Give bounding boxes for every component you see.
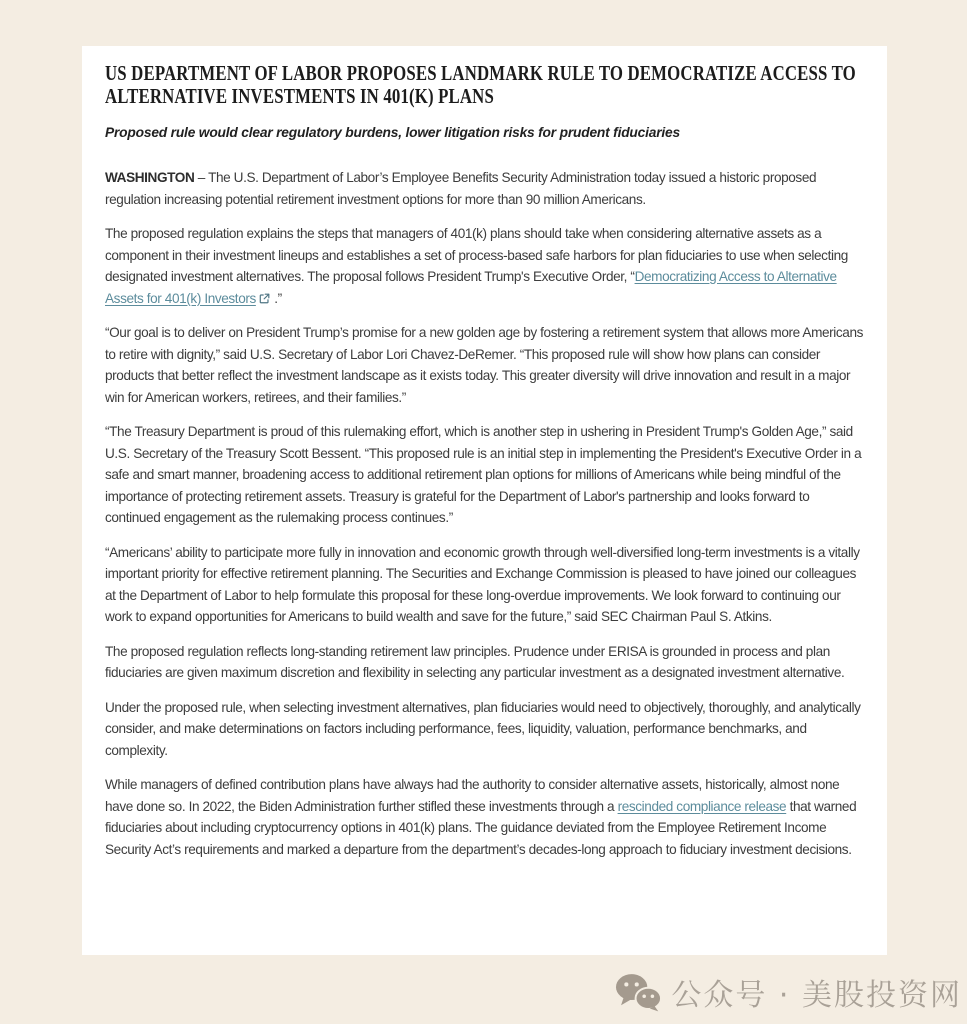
watermark	[615, 970, 962, 1014]
paragraph-text: – The U.S. Department of Labor’s Employee Benefits Security Administration today issued a historic proposed regulation increasing potential retirement investment options for more than 90 million Americans.	[105, 170, 817, 207]
paragraph-text: .”	[270, 290, 282, 306]
paragraph-quote-atkins: “Americans’ ability to participate more fully in innovation and economic growth through well-diversified long-term investments is a vitally important priority for effective retirement planning. The Securities and Exchange Commission is pleased to have joined our colleagues at the Department of Labor to help formulate this proposal for these long-overdue improvements. We look forward to continuing our work to expand opportunities for Americans to build wealth and save for the future,” said SEC Chairman Paul S. Atkins.	[105, 544, 860, 624]
link-label: Democratizing Access to Alternative Assets for 401(k) Investors	[105, 269, 837, 306]
paragraph-text: While managers of defined contribution plans have always had the authority to consider alternative assets, historically, almost none have done so. In 2022, the Biden Administration further stifled these investments through a	[105, 777, 840, 814]
paragraph-fiduciary-factors: Under the proposed rule, when selecting investment alternatives, plan fiduciaries would need to objectively, thoroughly, and analytically consider, and make determinations on factors including performance, fees, liquidity, valuation, performance benchmarks, and complexity.	[105, 699, 861, 758]
link-label: rescinded compliance release	[617, 798, 787, 814]
wechat-icon	[615, 972, 662, 1012]
watermark-text: 公众号 · 美股投资网	[671, 978, 962, 1013]
dateline: WASHINGTON	[105, 170, 195, 185]
link-rescinded-compliance-release[interactable]	[618, 799, 787, 814]
page-title	[105, 62, 863, 108]
paragraph-quote-chavez-deremer: “Our goal is to deliver on President Trump’s promise for a new golden age by fostering a retirement system that allows more Americans to retire with dignity,” said U.S. Secretary of Labor Lori Chavez-DeRemer. “This proposed rule will show how plans can consider products that better reflect the investment landscape as it exists today. This greater diversity will drive innovation and result in a major win for American workers, retirees, and their families.”	[105, 325, 864, 405]
paragraph-proposal-overview	[105, 223, 863, 309]
external-link-icon	[259, 293, 270, 304]
paragraph-quote-bessent: “The Treasury Department is proud of this rulemaking effort, which is another step in ushering in President Trump's Golden Age,” said U.S. Secretary of the Treasury Scott Bessent. “This proposed rule is an initial step in implementing the President's Executive Order in a safe and smart manner, broadening access to additional retirement plan options for millions of Americans while being mindful of the importance of protecting retirement assets. Treasury is grateful for the Department of Labor's partnership and looks forward to continued engagement as the rulemaking process continues.”	[105, 424, 862, 525]
title-line-1: US DEPARTMENT OF LABOR PROPOSES LANDMARK RULE TO DEMOCRATIZE ACCESS TO	[105, 61, 856, 85]
paragraph-erisa-principles: The proposed regulation reflects long-standing retirement law principles. Prudence under ERISA is grounded in process and plan fiduciaries are given maximum discretion and flexibility in selecting any particular investment as a designated investment alternative.	[105, 643, 845, 680]
paragraph-history	[105, 774, 863, 860]
press-release-card	[82, 46, 887, 955]
paragraph-dateline	[105, 167, 863, 210]
title-line-2: ALTERNATIVE INVESTMENTS IN 401(K) PLANS	[105, 84, 494, 108]
subtitle: Proposed rule would clear regulatory burdens, lower litigation risks for prudent fiduciaries	[105, 125, 680, 140]
paragraph-text: that warned fiduciaries about including cryptocurrency options in 401(k) plans. The guidance deviated from the Employee Retirement Income Security Act’s requirements and marked a departure from the department’s decades-long approach to fiduciary investment decisions.	[105, 798, 857, 857]
paragraph-text: The proposed regulation explains the steps that managers of 401(k) plans should take when considering alternative assets as a component in their investment lineups and establishes a set of process-based safe harbors for plan fiduciaries to use when selecting designated investment alternatives. The proposal follows President Trump's Executive Order, “	[105, 226, 848, 284]
